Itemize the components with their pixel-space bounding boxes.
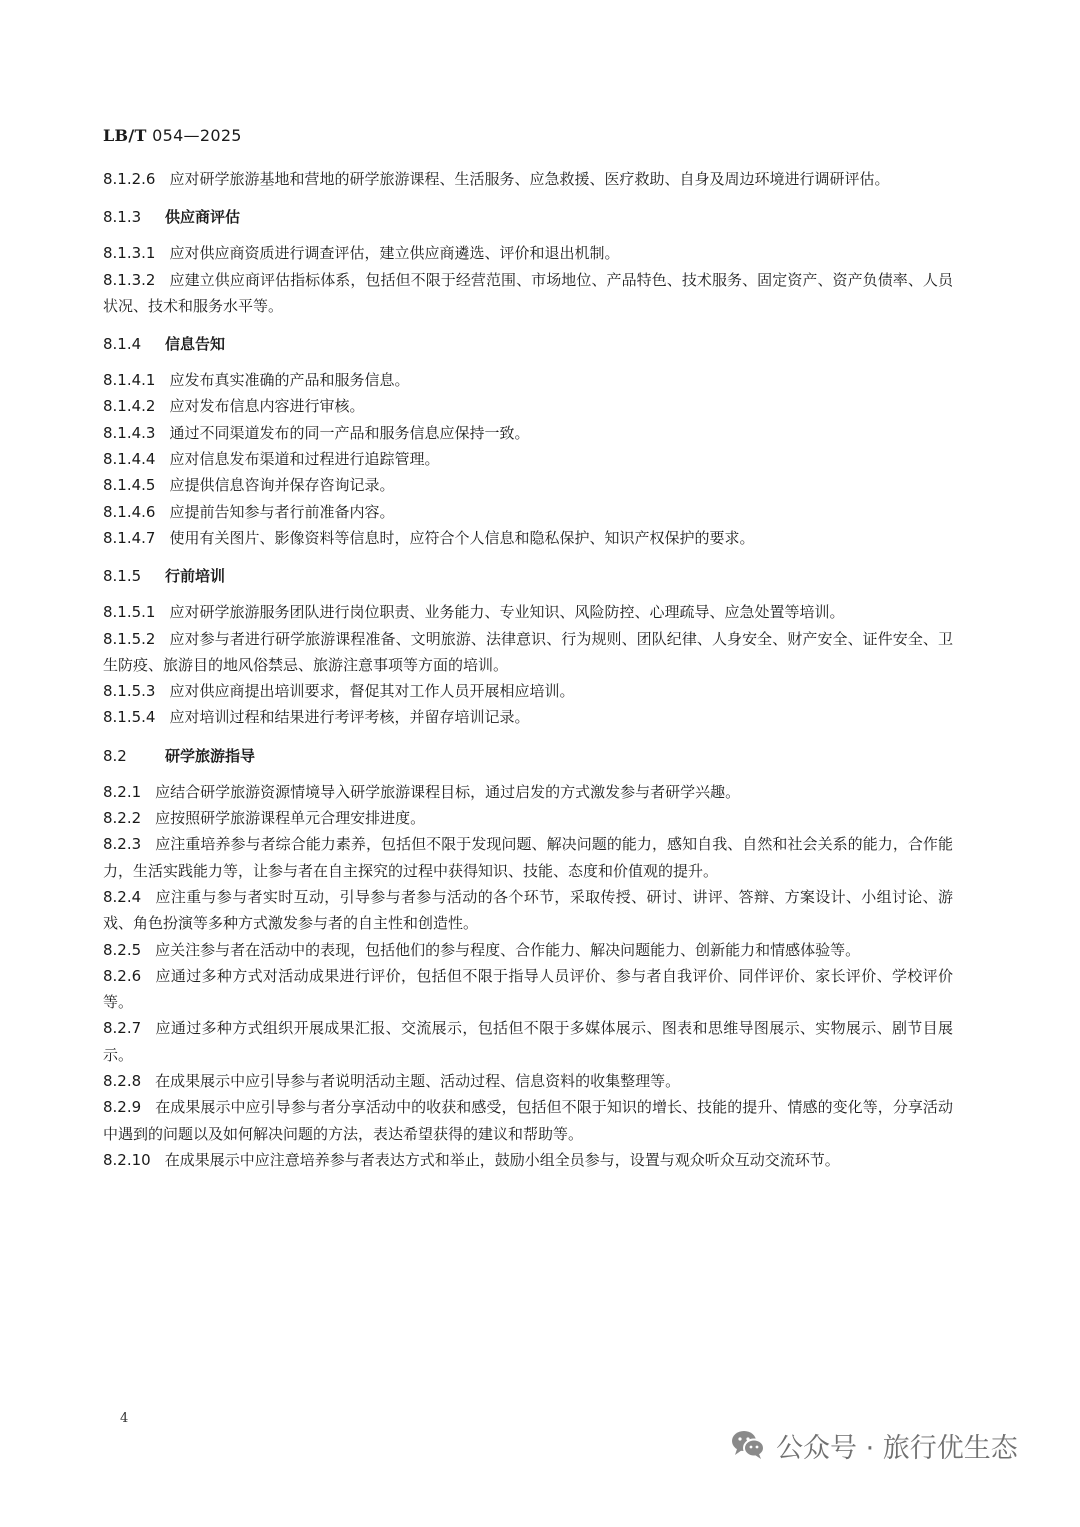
clause-paragraph — [103, 1147, 953, 1173]
clause-number: 8.2.2 — [103, 809, 142, 828]
clause-paragraph — [103, 884, 953, 937]
clause-number: 8.1.2.6 — [103, 170, 156, 188]
clause-number: 8.1.3.2 — [103, 270, 156, 289]
clause-text: 在成果展示中应注意培养参与者表达方式和举止，鼓励小组全员参与，设置与观众听众互动交流环节。 — [164, 1150, 840, 1169]
clause-text: 应对供应商资质进行调查评估，建立供应商遴选、评价和退出机制。 — [169, 244, 620, 263]
clause-text: 通过不同渠道发布的同一产品和服务信息应保持一致。 — [169, 423, 530, 442]
clause-number: 8.1.4.7 — [103, 528, 156, 547]
clause-number: 8.2.6 — [103, 966, 142, 985]
clause-text: 应关注参与者在活动中的表现，包括他们的参与程度、合作能力、解决问题能力、创新能力和情感体验等。 — [155, 940, 861, 959]
clause-paragraph — [103, 831, 953, 884]
clause-paragraph — [103, 626, 953, 679]
standard-code-header — [103, 126, 242, 145]
clause-number: 8.1.4.6 — [103, 502, 156, 521]
clause-text: 应对供应商提出培训要求，督促其对工作人员开展相应培训。 — [169, 682, 575, 701]
clause-paragraph — [103, 599, 953, 625]
clause-paragraph — [103, 779, 953, 805]
clause-paragraph — [103, 704, 953, 730]
clause-number: 8.2.1 — [103, 782, 142, 801]
section-heading — [103, 741, 953, 771]
watermark-text: 公众号 · 旅行优生态 — [776, 1432, 1018, 1464]
clause-paragraph — [103, 1068, 953, 1094]
clause-number: 8.2.4 — [103, 887, 142, 906]
clause-paragraph — [103, 678, 953, 704]
clause-number: 8.1.4.4 — [103, 450, 156, 469]
clause-number: 8.1.5.2 — [103, 629, 156, 648]
clause-text: 应对研学旅游基地和营地的研学旅游课程、生活服务、应急救援、医疗救助、自身及周边环境进行调研评估。 — [169, 170, 890, 188]
clause-text: 应按照研学旅游课程单元合理安排进度。 — [155, 809, 426, 828]
clause-paragraph — [103, 267, 953, 320]
clause-number: 8.1.3.1 — [103, 244, 156, 263]
clause-paragraph — [103, 420, 953, 446]
clause-number: 8.2.10 — [103, 1150, 151, 1169]
clause-number: 8.2.8 — [103, 1072, 142, 1091]
section-title: 信息告知 — [165, 335, 226, 354]
clause-paragraph — [103, 525, 953, 551]
clause-text: 应建立供应商评估指标体系，包括但不限于经营范围、市场地位、产品特色、技术服务、固定资产、资产负债率、人员状况、技术和服务水平等。 — [103, 270, 953, 315]
section-title: 行前培训 — [165, 567, 226, 586]
clause-paragraph — [103, 1094, 953, 1147]
clause-text: 应发布真实准确的产品和服务信息。 — [169, 371, 410, 390]
clause-text: 应注重与参与者实时互动，引导参与者参与活动的各个环节，采取传授、研讨、讲评、答辩、方案设计、小组讨论、游戏、角色扮演等多种方式激发参与者的自主性和创造性。 — [103, 887, 953, 933]
section-heading — [103, 202, 953, 232]
clause-paragraph — [103, 367, 953, 393]
clause-number: 8.1.5.3 — [103, 682, 156, 701]
clause-paragraph — [103, 472, 953, 498]
clause-text: 应对参与者进行研学旅游课程准备、文明旅游、法律意识、行为规则、团队纪律、人身安全、财产安全、证件安全、卫生防疫、旅游目的地风俗禁忌、旅游注意事项等方面的培训。 — [103, 629, 953, 674]
clause-number: 8.2.7 — [103, 1019, 142, 1038]
clause-number: 8.1.4.2 — [103, 397, 156, 416]
clause-paragraph — [103, 166, 953, 192]
clause-number: 8.1.4.3 — [103, 423, 156, 442]
clause-text: 应注重培养参与者综合能力素养，包括但不限于发现问题、解决问题的能力，感知自我、自然和社会关系的能力，合作能力，生活实践能力等，让参与者在自主探究的过程中获得知识、技能、态度和价值观的提升。 — [103, 835, 953, 880]
section-heading — [103, 329, 953, 359]
clause-paragraph — [103, 937, 953, 963]
page-number: 4 — [120, 1411, 129, 1426]
wechat-icon — [730, 1429, 766, 1461]
clause-paragraph — [103, 446, 953, 472]
section-number: 8.1.5 — [103, 567, 142, 586]
section-number: 8.1.4 — [103, 335, 142, 354]
clause-text: 应通过多种方式对活动成果进行评价，包括但不限于指导人员评价、参与者自我评价、同伴评价、家长评价、学校评价等。 — [103, 966, 953, 1012]
clause-text: 在成果展示中应引导参与者分享活动中的收获和感受，包括但不限于知识的增长、技能的提升、情感的变化等，分享活动中遇到的问题以及如何解决问题的方法，表达希望获得的建议和帮助等。 — [103, 1098, 953, 1143]
clause-text: 应对培训过程和结果进行考评考核，并留存培训记录。 — [169, 708, 530, 727]
clause-paragraph — [103, 499, 953, 525]
section-number: 8.2 — [103, 746, 127, 765]
clause-paragraph — [103, 1015, 953, 1068]
clause-text: 在成果展示中应引导参与者说明活动主题、活动过程、信息资料的收集整理等。 — [155, 1072, 681, 1091]
clause-text: 应对发布信息内容进行审核。 — [169, 397, 365, 416]
section-title: 供应商评估 — [165, 208, 241, 227]
clause-paragraph — [103, 805, 953, 831]
section-number: 8.1.3 — [103, 208, 142, 227]
clause-text: 应通过多种方式组织开展成果汇报、交流展示，包括但不限于多媒体展示、图表和思维导图展示、实物展示、剧节目展示。 — [103, 1019, 953, 1064]
watermark — [730, 1420, 1018, 1470]
clause-number: 8.2.3 — [103, 835, 142, 854]
clause-number: 8.2.5 — [103, 940, 142, 959]
clause-number: 8.2.9 — [103, 1098, 142, 1117]
clause-paragraph — [103, 393, 953, 419]
clause-paragraph — [103, 963, 953, 1016]
clause-paragraph — [103, 240, 953, 266]
clause-text: 应结合研学旅游资源情境导入研学旅游课程目标，通过启发的方式激发参与者研学兴趣。 — [155, 782, 741, 801]
clause-text: 应提供信息咨询并保存咨询记录。 — [169, 476, 395, 495]
standard-code-number: 054—2025 — [146, 126, 242, 145]
clause-text: 使用有关图片、影像资料等信息时，应符合个人信息和隐私保护、知识产权保护的要求。 — [169, 528, 755, 547]
section-heading — [103, 561, 953, 591]
standard-code-prefix: LB/T — [103, 126, 147, 145]
clause-number: 8.1.4.5 — [103, 476, 156, 495]
clause-text: 应对研学旅游服务团队进行岗位职责、业务能力、专业知识、风险防控、心理疏导、应急处置等培训。 — [169, 603, 845, 622]
clause-text: 应对信息发布渠道和过程进行追踪管理。 — [169, 450, 440, 469]
clause-number: 8.1.5.4 — [103, 708, 156, 727]
clause-text: 应提前告知参与者行前准备内容。 — [169, 502, 395, 521]
clause-number: 8.1.5.1 — [103, 603, 156, 622]
document-body — [103, 166, 953, 1173]
section-title: 研学旅游指导 — [165, 746, 256, 765]
clause-number: 8.1.4.1 — [103, 371, 156, 390]
